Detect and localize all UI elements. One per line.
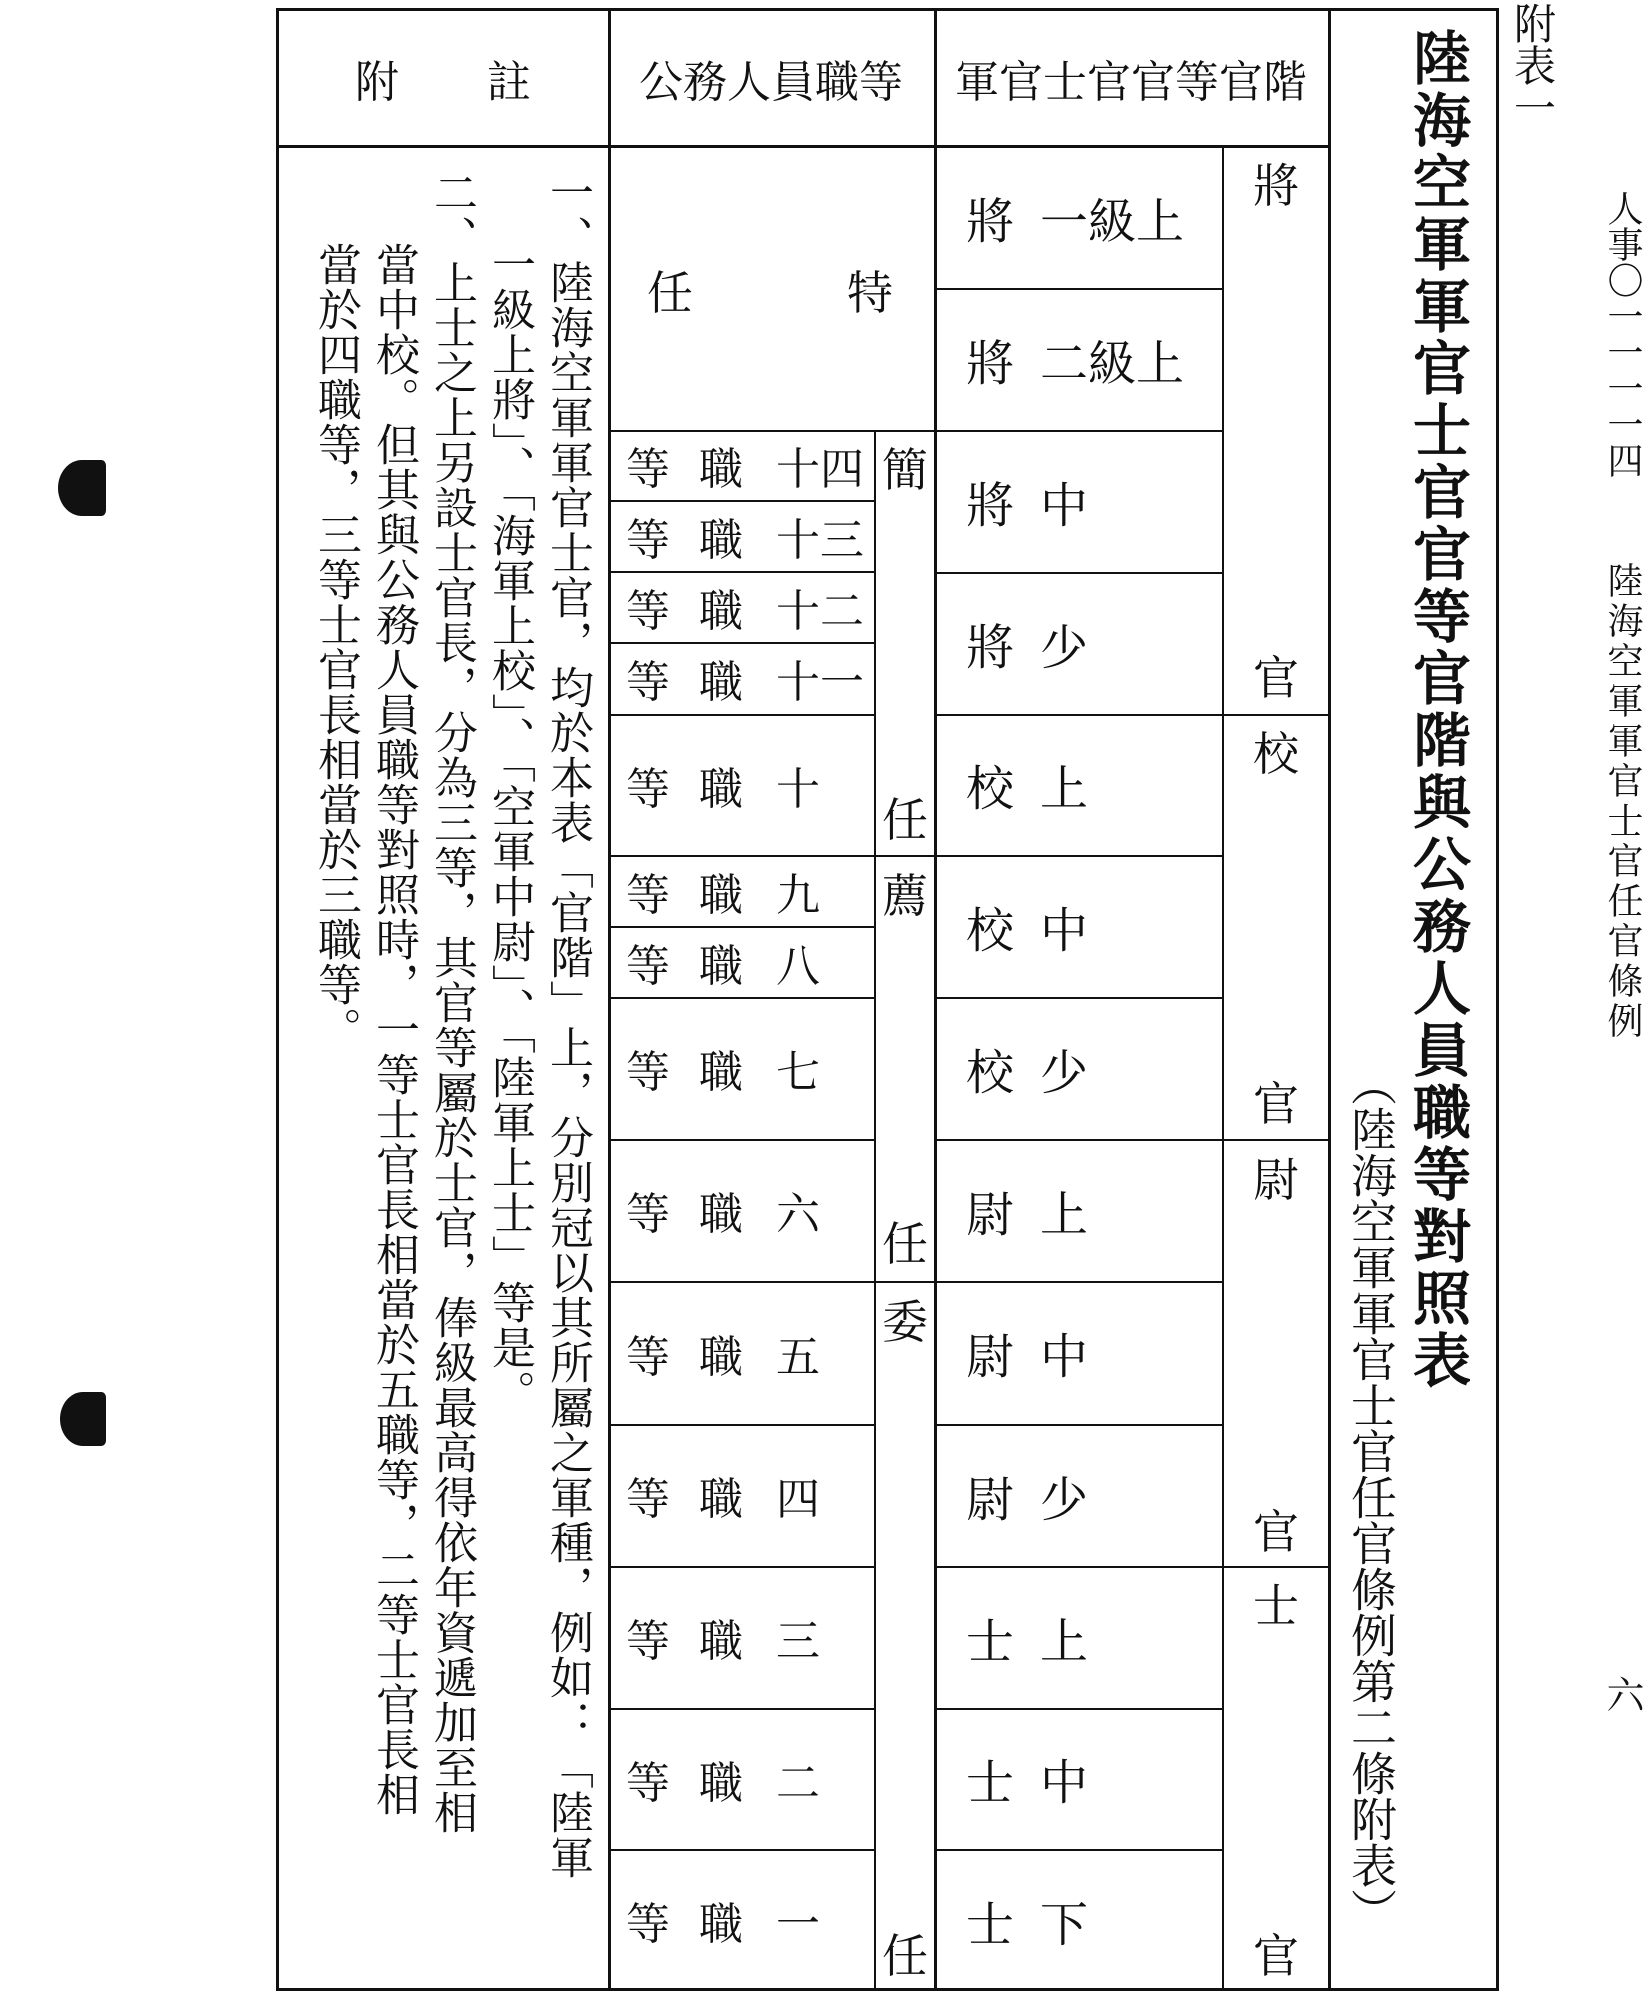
special-appointment-left: 任 <box>647 266 693 320</box>
wei-appointment-top: 委 <box>882 1295 928 1349</box>
grade-cell <box>610 1566 874 1708</box>
header-notes: 附 註 <box>355 56 531 108</box>
rank-cell-suffix: 校 <box>965 761 1014 817</box>
grade-number: 七 <box>776 1047 820 1098</box>
rank-cell-suffix: 尉 <box>965 1186 1014 1243</box>
category-nco-bottom: 官 <box>1253 1929 1299 1983</box>
note-line: 當於四職等，三等士官長相當於三職等。 <box>310 242 361 1052</box>
grade-label: 職 <box>699 1331 743 1383</box>
grade-label: 職 <box>699 1189 743 1240</box>
grade-unit: 等 <box>626 1047 670 1098</box>
rank-cell-prefix: 上 <box>1040 1186 1089 1243</box>
grade-number: 二 <box>776 1757 820 1809</box>
grade-unit: 等 <box>626 1757 670 1809</box>
grade-label: 職 <box>699 1757 743 1809</box>
grade-unit: 等 <box>626 585 670 637</box>
grade-number: 一 <box>776 1899 820 1950</box>
grade-unit: 等 <box>626 940 670 992</box>
grade-label: 職 <box>699 514 743 566</box>
rank-cell-prefix: 中 <box>1040 477 1089 534</box>
grade-cell <box>610 855 874 926</box>
header-civil-grades: 公務人員職等 <box>639 56 903 108</box>
rank-cell-suffix: 士 <box>965 1755 1014 1811</box>
rank-cell-suffix: 尉 <box>965 1471 1014 1528</box>
grade-cell <box>610 1849 874 1991</box>
rank-cell-prefix: 下 <box>1040 1896 1089 1953</box>
grade-label: 職 <box>699 444 743 495</box>
rank-cell-prefix: 少 <box>1040 1044 1089 1101</box>
rank-cell-suffix: 校 <box>965 1044 1014 1101</box>
grade-label: 職 <box>699 763 743 815</box>
category-field-top: 校 <box>1253 727 1299 781</box>
grade-unit: 等 <box>626 1189 670 1240</box>
grade-cell <box>610 1281 874 1424</box>
grade-number: 十一 <box>776 657 864 708</box>
rank-cell-suffix: 將 <box>965 335 1014 392</box>
note-line: 二、上士之上另設士官長，分為三等，其官等屬於士官，俸級最高得依年資遞加至相 <box>426 170 477 1835</box>
rank-cell-suffix: 士 <box>965 1613 1014 1670</box>
grade-cell <box>610 500 874 571</box>
grade-number: 八 <box>776 940 820 992</box>
grade-number: 三 <box>776 1616 820 1667</box>
rank-cell-prefix: 一級上 <box>1040 193 1185 250</box>
rank-cell-prefix: 中 <box>1040 902 1089 959</box>
category-company-bottom: 官 <box>1253 1505 1299 1559</box>
rank-cell-prefix: 上 <box>1040 761 1089 817</box>
side-page-number: 六 <box>1600 1675 1644 1713</box>
grade-label: 職 <box>699 1616 743 1667</box>
grade-cell <box>610 1424 874 1566</box>
grade-label: 職 <box>699 1899 743 1950</box>
table-title: 陸海空軍軍官士官官等官階與公務人員職等對照表 <box>1403 28 1471 1392</box>
note-line: 當中校。但其與公務人員職等對照時，一等士官長相當於五職等，二等士官長相 <box>368 242 419 1817</box>
grade-cell <box>610 926 874 997</box>
rank-cell-prefix: 中 <box>1040 1755 1089 1811</box>
jian-appointment-bottom: 任 <box>882 793 928 847</box>
rank-cell-suffix: 士 <box>965 1896 1014 1953</box>
grade-unit: 等 <box>626 1331 670 1383</box>
jian-appointment-top: 簡 <box>882 443 928 497</box>
grade-number: 四 <box>776 1474 820 1525</box>
grade-number: 十三 <box>776 514 864 566</box>
grade-number: 六 <box>776 1189 820 1240</box>
rank-cell-prefix: 少 <box>1040 619 1089 676</box>
table-subtitle: （陸海空軍軍官士官任官條例第二條附表） <box>1344 1060 1398 1934</box>
grade-label: 職 <box>699 1047 743 1098</box>
rank-cell-prefix: 二級上 <box>1040 335 1185 392</box>
grade-number: 五 <box>776 1331 820 1383</box>
grade-label: 職 <box>699 657 743 708</box>
jian2-appointment-bottom: 任 <box>882 1217 928 1271</box>
rank-cell-suffix: 將 <box>965 619 1014 676</box>
rank-cell-suffix: 將 <box>965 477 1014 534</box>
note-line: 一級上將」、「海軍上校」、「空軍中尉」、「陸軍上士」等是。 <box>484 242 535 1415</box>
grade-number: 十二 <box>776 585 864 637</box>
grade-number: 九 <box>776 869 820 921</box>
grade-label: 職 <box>699 585 743 637</box>
grade-number: 十四 <box>776 444 864 495</box>
jian2-appointment-top: 薦 <box>882 869 928 923</box>
side-code: 人事〇一一一一四 <box>1602 190 1643 478</box>
grade-unit: 等 <box>626 657 670 708</box>
punch-hole-top <box>58 460 106 516</box>
grade-unit: 等 <box>626 1616 670 1667</box>
grade-cell <box>610 642 874 714</box>
grade-label: 職 <box>699 940 743 992</box>
category-field-bottom: 官 <box>1253 1077 1299 1131</box>
grade-cell <box>610 997 874 1139</box>
grade-unit: 等 <box>626 1474 670 1525</box>
grade-cell <box>610 1139 874 1281</box>
special-appointment-right: 特 <box>847 266 893 320</box>
wei-appointment-bottom: 任 <box>882 1929 928 1983</box>
rank-cell-suffix: 校 <box>965 902 1014 959</box>
grade-unit: 等 <box>626 869 670 921</box>
appendix-label: 附表一 <box>1508 2 1557 128</box>
rank-cell-prefix: 中 <box>1040 1329 1089 1385</box>
rank-cell-suffix: 將 <box>965 193 1014 250</box>
category-nco-top: 士 <box>1253 1579 1299 1633</box>
grade-number: 十 <box>776 763 820 815</box>
side-title: 陸海空軍軍官士官任官條例 <box>1602 562 1643 1042</box>
grade-label: 職 <box>699 869 743 921</box>
punch-hole-bottom <box>60 1392 106 1446</box>
header-military-ranks: 軍官士官官等官階 <box>955 56 1307 108</box>
category-general-bottom: 官 <box>1253 651 1299 705</box>
grade-cell <box>610 714 874 855</box>
category-general-top: 將 <box>1253 159 1299 213</box>
grade-label: 職 <box>699 1474 743 1525</box>
note-line: 一、陸海空軍軍官士官，均於本表「官階」上，分別冠以其所屬之軍種，例如：「陸軍 <box>542 170 593 1880</box>
grade-unit: 等 <box>626 763 670 815</box>
grade-unit: 等 <box>626 1899 670 1950</box>
rank-cell-prefix: 少 <box>1040 1471 1089 1528</box>
category-company-top: 尉 <box>1253 1153 1299 1207</box>
rank-cell-suffix: 尉 <box>965 1329 1014 1385</box>
grade-cell <box>610 430 874 500</box>
grade-cell <box>610 1708 874 1849</box>
grade-unit: 等 <box>626 444 670 495</box>
grade-unit: 等 <box>626 514 670 566</box>
rank-cell-prefix: 上 <box>1040 1613 1089 1670</box>
grade-cell <box>610 571 874 642</box>
